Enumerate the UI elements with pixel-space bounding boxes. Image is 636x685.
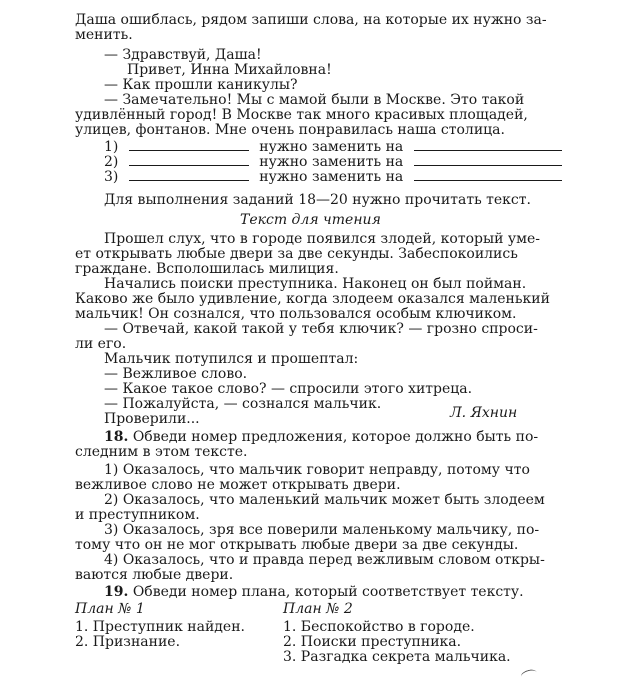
task-18-option[interactable]: вежливое слово не может открывать двери.	[75, 477, 401, 493]
dialogue-line: удивлённый город! В Москве так много красивых площадей,	[75, 107, 528, 123]
answer-blank-right[interactable]	[414, 153, 562, 166]
dialogue-line: Привет, Инна Михайловна!	[127, 62, 332, 78]
task-18-option[interactable]: ваются любые двери.	[75, 567, 234, 583]
intro-line-2: менить.	[75, 27, 133, 43]
task-18-option[interactable]: 4) Оказалось, что и правда перед вежливым словом откры-	[104, 552, 545, 568]
pencil-mark	[520, 668, 538, 681]
reading-line: Каково же было удивление, когда злодеем оказался маленький	[75, 291, 550, 307]
reading-line: — Отвечай, какой такой у тебя ключик? — грозно спроси-	[104, 321, 538, 337]
plan-1-item: 2. Признание.	[75, 634, 181, 650]
reading-line: — Какое такое слово? — спросили этого хитреца.	[104, 381, 473, 397]
dialogue-line: — Здравствуй, Даша!	[104, 47, 262, 63]
plan-2-item: 2. Поиски преступника.	[283, 634, 462, 650]
answer-blank-right[interactable]	[414, 168, 562, 181]
replace-row-text: нужно заменить на	[259, 139, 404, 155]
plan-2-title: План № 2	[283, 601, 353, 617]
task-18-option[interactable]: тому что он не мог открывать любые двери за две секунды.	[75, 537, 519, 553]
answer-blank-right[interactable]	[414, 138, 562, 151]
plan-1-title: План № 1	[75, 601, 145, 617]
replace-row	[104, 168, 562, 185]
reading-line: ли его.	[75, 336, 127, 352]
task-19-line	[104, 585, 524, 600]
replace-row-text: нужно заменить на	[259, 154, 404, 170]
intro-line-1: Даша ошиблась, рядом запиши слова, на которые их нужно за-	[75, 12, 547, 28]
replace-row-number: 3)	[104, 169, 119, 185]
reading-line: граждане. Всполошилась милиция.	[75, 261, 339, 277]
task-18-option[interactable]: 1) Оказалось, что мальчик говорит неправду, потому что	[104, 462, 530, 478]
reading-line: Проверили...	[104, 411, 200, 427]
reading-line: — Вежливое слово.	[104, 366, 248, 382]
replace-row-number: 2)	[104, 154, 119, 170]
task-18-line-2: следним в этом тексте.	[75, 444, 248, 460]
author: Л. Яхнин	[450, 405, 518, 421]
answer-blank-left[interactable]	[129, 138, 249, 151]
reading-line: Мальчик потупился и прошептал:	[104, 351, 359, 367]
task-18-option[interactable]: 2) Оказалось, что маленький мальчик может быть злодеем	[104, 492, 545, 508]
reading-line: ет открывать любые двери за две секунды. Забеспокоились	[75, 246, 518, 262]
reading-line: мальчик! Он сознался, что пользовался особым ключиком.	[75, 306, 517, 322]
dialogue-line: — Замечательно! Мы с мамой были в Москве. Это такой	[104, 92, 525, 108]
plan-2-item: 1. Беспокойство в городе.	[283, 619, 475, 635]
task-18-option[interactable]: и преступником.	[75, 507, 200, 523]
answer-blank-left[interactable]	[129, 168, 249, 181]
replace-row-text: нужно заменить на	[259, 169, 404, 185]
task-18-number: 18.	[104, 429, 129, 445]
reading-line: Начались поиски преступника. Наконец он был пойман.	[104, 276, 527, 292]
reading-line: Прошел слух, что в городе появился злодей, который уме-	[104, 231, 541, 247]
reading-line: — Пожалуйста, — сознался мальчик.	[104, 396, 382, 412]
answer-blank-left[interactable]	[129, 153, 249, 166]
task-18-option[interactable]: 3) Оказалось, зря все поверили маленькому мальчику, по-	[104, 522, 540, 538]
plan-2-item: 3. Разгадка секрета мальчика.	[283, 649, 511, 665]
task-19-text: Обведи номер плана, который соответствует тексту.	[132, 584, 524, 600]
instruction: Для выполнения заданий 18—20 нужно прочитать текст.	[104, 192, 531, 208]
dialogue-line: — Как прошли каникулы?	[104, 77, 298, 93]
task-18-text: Обведи номер предложения, которое должно быть по-	[132, 429, 539, 445]
task-18-line-1	[104, 430, 538, 445]
reading-title: Текст для чтения	[240, 212, 381, 228]
replace-row-number: 1)	[104, 139, 119, 155]
task-19-number: 19.	[104, 584, 129, 600]
dialogue-line: улицев, фонтанов. Мне очень понравилась наша столица.	[75, 122, 505, 138]
plan-1-item: 1. Преступник найден.	[75, 619, 245, 635]
